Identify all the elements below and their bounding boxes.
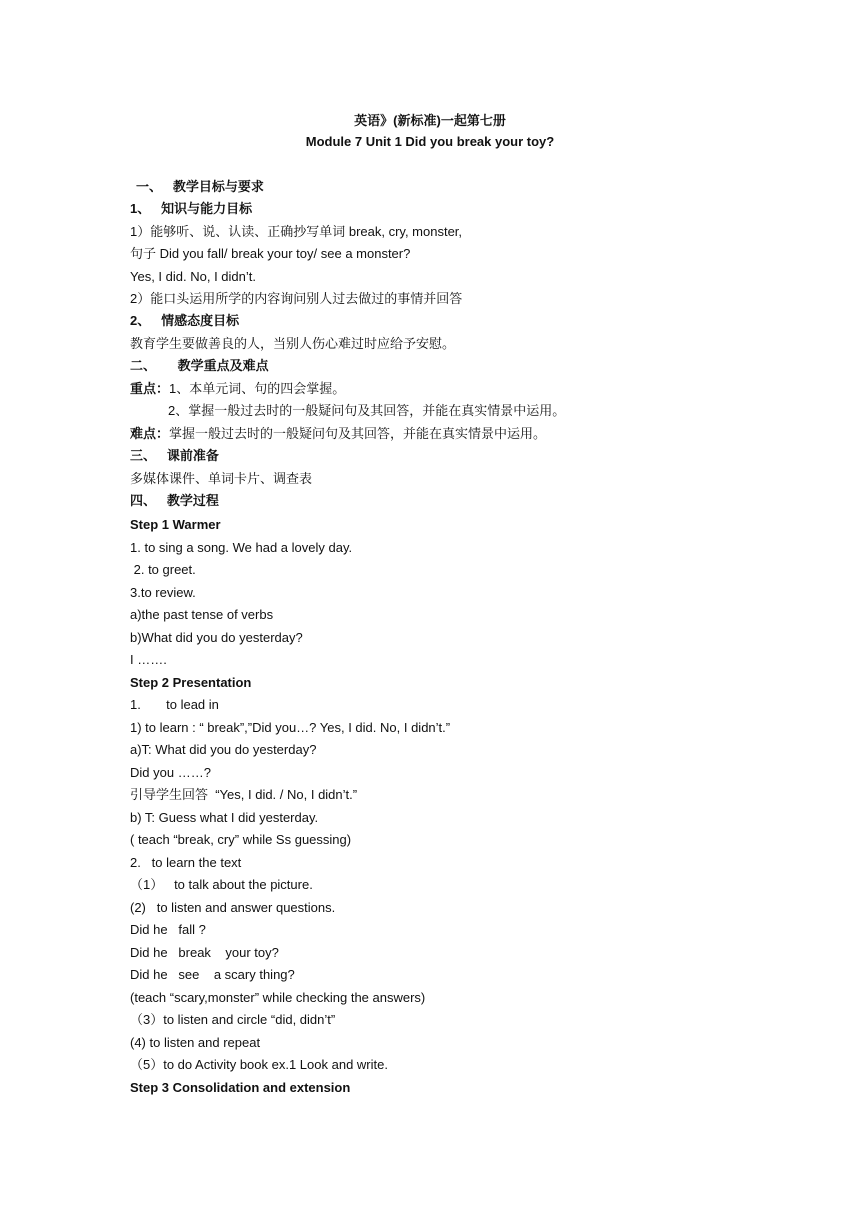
text-line: 2. to learn the text <box>130 855 242 870</box>
difficult-points-line <box>130 426 546 442</box>
section-heading-4: 四、 教学过程 <box>130 493 219 508</box>
text-line: 1. to sing a song. We had a lovely day. <box>130 540 353 555</box>
document-title: 英语》(新标准)一起第七册 <box>354 113 506 128</box>
subsection-heading: 2、 情感态度目标 <box>130 313 240 328</box>
text-line: Did he fall ? <box>130 922 206 937</box>
section-heading-2: 二、 教学重点及难点 <box>130 358 269 373</box>
document-subtitle: Module 7 Unit 1 Did you break your toy? <box>305 134 555 149</box>
step-heading: Step 3 Consolidation and extension <box>130 1080 351 1095</box>
section-heading-3: 三、 课前准备 <box>130 448 219 463</box>
key-points-label: 重点： <box>130 381 170 396</box>
text-line: （1） to talk about the picture. <box>130 877 313 892</box>
key-points-line <box>130 381 345 397</box>
key-points-item-2: 2、掌握一般过去时的一般疑问句及其回答，并能在真实情景中运用。 <box>168 403 566 418</box>
text-line: （3）to listen and circle “did, didn’t” <box>130 1012 336 1027</box>
difficult-points-label: 难点： <box>130 426 170 441</box>
text-line: Did he see a scary thing? <box>130 967 295 982</box>
text-line: Yes, I did. No, I didn’t. <box>130 269 256 284</box>
subsection-heading: 1、 知识与能力目标 <box>130 201 253 216</box>
text-line: 句子 Did you fall/ break your toy/ see a monster? <box>130 246 411 261</box>
text-line: Did he break your toy? <box>130 945 279 960</box>
text-line: (4) to listen and repeat <box>130 1035 261 1050</box>
text-line: ( teach “break, cry” while Ss guessing) <box>130 832 352 847</box>
text-line: 1. to lead in <box>130 697 219 712</box>
text-line: a)T: What did you do yesterday? <box>130 742 317 757</box>
text-line: (2) to listen and answer questions. <box>130 900 336 915</box>
section-heading-1: 一、 教学目标与要求 <box>136 179 264 194</box>
text-line: (teach “scary,monster” while checking the answers) <box>130 990 426 1005</box>
text-line: （5）to do Activity book ex.1 Look and write. <box>130 1057 388 1072</box>
text-line: 2. to greet. <box>130 562 196 577</box>
difficult-points-text: 掌握一般过去时的一般疑问句及其回答，并能在真实情景中运用。 <box>169 426 547 441</box>
key-points-item-1: 1、本单元词、句的四会掌握。 <box>169 381 346 396</box>
text-line: 1) to learn : “ break”,”Did you…? Yes, I did. No, I didn’t.” <box>130 720 451 735</box>
text-line: 1）能够听、说、认读、正确抄写单词 break, cry, monster, <box>130 224 463 239</box>
text-line: 3.to review. <box>130 585 196 600</box>
text-line: a)the past tense of verbs <box>130 607 274 622</box>
text-line: 教育学生要做善良的人，当别人伤心难过时应给予安慰。 <box>130 336 456 351</box>
text-line: 多媒体课件、单词卡片、调查表 <box>130 471 313 486</box>
text-line: Did you ……? <box>130 765 211 780</box>
text-line: 2）能口头运用所学的内容询问别人过去做过的事情并回答 <box>130 291 463 306</box>
step-heading: Step 1 Warmer <box>130 517 221 532</box>
text-line: 引导学生回答 “Yes, I did. / No, I didn’t.” <box>130 787 358 802</box>
text-line: I ……. <box>130 652 167 667</box>
step-heading: Step 2 Presentation <box>130 675 252 690</box>
text-line: b) T: Guess what I did yesterday. <box>130 810 319 825</box>
text-line: b)What did you do yesterday? <box>130 630 303 645</box>
